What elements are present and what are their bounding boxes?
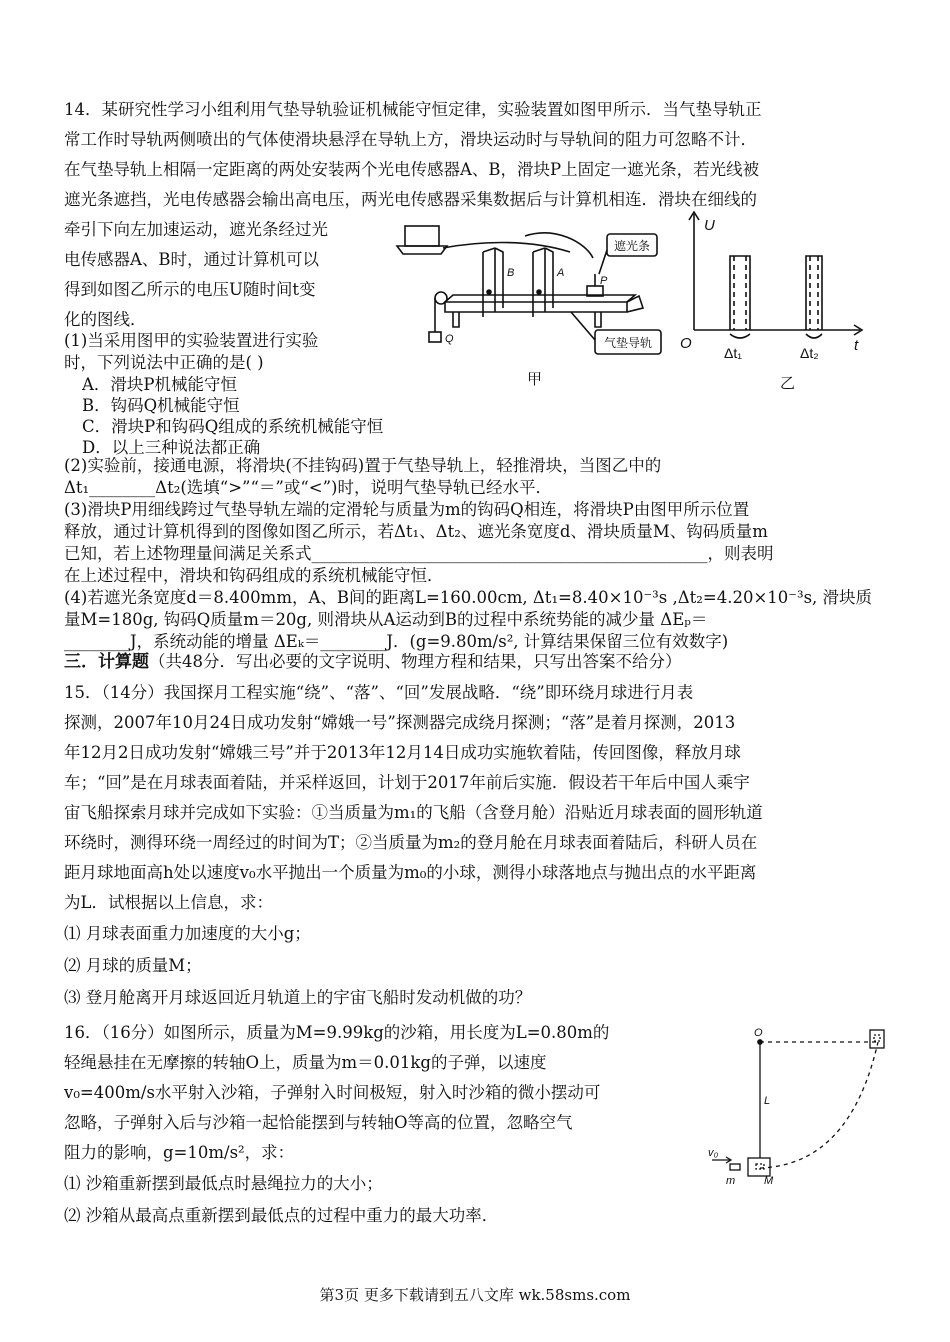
label-v0: v₀	[708, 1147, 719, 1159]
label-shield: 遮光条	[613, 239, 651, 253]
swing-arc	[760, 1042, 878, 1168]
bullet	[730, 1164, 740, 1170]
sensor-b-frame	[483, 248, 503, 317]
q14-part4-line: 量M=180g, 钩码Q质量m＝20g, 则滑块从A运动到B的过程中系统势能的减少量 ΔEₚ＝	[64, 610, 708, 629]
caption-jia: 甲	[527, 371, 543, 388]
label-o: O	[754, 1027, 763, 1039]
q14-part3-line: (3)滑块P用细线跨过气垫导轨左端的定滑轮与质量为m的钩码Q相连，将滑块P由图甲所示位置	[64, 500, 750, 519]
rail-end	[627, 296, 643, 312]
q14-part1-line: (1)当采用图甲的实验装置进行实验	[64, 331, 319, 350]
label-q: Q	[445, 333, 454, 345]
q16-sub: ⑴ 沙箱重新摆到最低点时悬绳拉力的大小；	[64, 1174, 383, 1193]
q15-line: 环绕时，测得环绕一周经过的时间为T；②当质量为m₂的登月舱在月球表面着陆后，科研人员在	[64, 833, 758, 852]
q14-side-text	[64, 215, 394, 335]
q16-line: 忽略，子弹射入后与沙箱一起恰能摆到与转轴O等高的位置，忽略空气	[64, 1113, 573, 1132]
q15-line: 距月球地面高h处以速度v₀水平抛出一个质量为m₀的小球，测得小球落地点与抛出点的水平距离	[64, 863, 757, 882]
q14-part1	[64, 330, 404, 458]
rail-top	[445, 295, 635, 302]
q14-intro-line: 14．某研究性学习小组利用气垫导轨验证机械能守恒定律，实验装置如图甲所示．当气垫导轨正	[64, 100, 762, 119]
label-big-m: M	[764, 1175, 774, 1187]
q14-part4	[64, 587, 888, 653]
caption-yi: 乙	[780, 375, 796, 392]
q15-line: 探测，2007年10月24日成功发射“嫦娥一号”探测器完成绕月探测；“落”是着月探测，2013	[64, 713, 736, 732]
q14-part3-line: 已知，若上述物理量间满足关系式________________________________________________，则表明	[64, 544, 774, 563]
q14-intro	[64, 95, 888, 215]
q15	[64, 678, 888, 1014]
sand-box-top-inner	[874, 1035, 880, 1041]
label-p: P	[600, 275, 608, 287]
q15-line: 车；“回”是在月球表面着陆，并采样返回，计划于2017年前后实施．假设若干年后中国人乘宇	[64, 773, 750, 792]
option-d: D．以上三种说法都正确	[82, 438, 261, 457]
q15-sub: ⑵ 月球的质量M；	[64, 956, 202, 975]
dt1-label: Δt₁	[724, 345, 742, 361]
q15-line: 为L．试根据以上信息，求：	[64, 893, 273, 912]
option-a: A．滑块P机械能守恒	[82, 375, 238, 394]
sand-box	[748, 1158, 770, 1176]
interval-braces	[730, 334, 822, 338]
q16	[64, 1018, 694, 1232]
q14-side-line: 牵引下向左加速运动，遮光条经过光	[64, 220, 328, 239]
q14-side-line: 得到如图乙所示的电压U随时间t变	[64, 280, 316, 299]
leader-shield	[599, 250, 607, 274]
q14-part3-line: 在上述过程中，滑块和钩码组成的系统机械能守恒．	[64, 566, 444, 585]
figure-yi	[680, 206, 870, 396]
rail-stands	[453, 312, 601, 327]
q14-part2-line: Δt₁________Δt₂(选填“>”“＝”或“<”)时，说明气垫导轨已经水平．	[64, 478, 552, 497]
q14-side-line: 化的图线．	[64, 310, 147, 329]
q16-line: 16．（16分）如图所示，质量为M=9.99kg的沙箱，用长度为L=0.80m的	[64, 1023, 610, 1042]
q14-part2-line: (2)实验前，接通电源，将滑块(不挂钩码)置于气垫导轨上，轻推滑块，当图乙中的	[64, 456, 662, 475]
figure-jia	[395, 212, 675, 392]
q14-part2	[64, 455, 888, 499]
axis-t-label: t	[854, 337, 859, 354]
q14-part4-line: ________J，系统动能的增量 ΔEₖ＝________J．(g=9.80m/s², 计算结果保留三位有效数字)	[64, 632, 729, 651]
section3-title: 三．计算题	[64, 652, 149, 672]
q16-line: v₀=400m/s水平射入沙箱，子弹射入时间极短，射入时沙箱的微小摆动可	[64, 1083, 601, 1102]
figure-q16	[700, 1020, 900, 1190]
pulley	[435, 292, 447, 304]
label-l: L	[764, 1095, 771, 1107]
label-m: m	[726, 1175, 736, 1187]
section3-header	[64, 647, 888, 677]
q15-sub: ⑶ 登月舱离开月球返回近月轨道上的宇宙飞船时发动机做的功？	[64, 988, 532, 1007]
q16-line: 轻绳悬挂在无摩擦的转轴O上，质量为m＝0.01kg的子弹，以速度	[64, 1053, 547, 1072]
leader-rail	[571, 312, 595, 340]
q14-side-line: 电传感器A、B时，通过计算机可以	[64, 250, 320, 269]
q14-part4-line: (4)若遮光条宽度d＝8.400mm，A、B间的距离L=160.00cm, Δt₁=8.40×10⁻³s ,Δt₂=4.20×10⁻³s, 滑块质	[64, 588, 873, 607]
q14-part1-line: 时，下列说法中正确的是( )	[64, 353, 264, 372]
page-footer: 第3页 更多下载请到五八文库 wk.58sms.com	[319, 1286, 631, 1304]
q15-sub: ⑴ 月球表面重力加速度的大小g；	[64, 924, 311, 943]
q14-part3	[64, 499, 888, 587]
q16-line: 阻力的影响，g=10m/s²，求：	[64, 1143, 295, 1162]
rail-front	[445, 302, 627, 312]
q15-line: 15．（14分）我国探月工程实施“绕”、“落”、“回”发展战略．“绕”即环绕月球进行月表	[64, 683, 694, 702]
label-a: A	[557, 267, 565, 279]
label-b: B	[507, 267, 515, 279]
q15-line: 宙飞船探索月球并完成如下实验：①当质量为m₁的飞船（含登月舱）沿贴近月球表面的圆形轨道	[64, 803, 763, 822]
q15-line: 年12月2日成功发射“嫦娥三号”并于2013年12月14日成功实施软着陆，传回图像，释放月球	[64, 743, 741, 762]
cable-b	[525, 233, 593, 258]
q14-intro-line: 在气垫导轨上相隔一定距离的两处安装两个光电传感器A、B，滑块P上固定一遮光条，若光线被	[64, 160, 760, 179]
sensor-b-dot	[487, 290, 491, 294]
section3-note: （共48分．写出必要的文字说明、物理方程和结果，只写出答案不给分）	[149, 652, 682, 671]
q14-intro-line: 常工作时导轨两侧喷出的气体使滑块悬浮在导轨上方，滑块运动时与导轨间的阻力可忽略不计．	[64, 130, 757, 149]
q14-intro-line: 遮光条遮挡，光电传感器会输出高电压，两光电传感器采集数据后与计算机相连．滑块在细线的	[64, 190, 757, 209]
origin-label: O	[680, 335, 692, 352]
q14-part3-line: 释放，通过计算机得到的图像如图乙所示，若Δt₁、Δt₂、遮光条宽度d、滑块质量M、钩码质量m	[64, 522, 768, 541]
pulse-1	[730, 256, 750, 330]
q16-sub: ⑵ 沙箱从最高点重新摆到最低点的过程中重力的最大功率．	[64, 1206, 499, 1225]
hook-mass-q	[429, 332, 441, 342]
axis-u-label: U	[704, 217, 715, 234]
option-c: C．滑块P和钩码Q组成的系统机械能守恒	[82, 417, 384, 436]
sensor-a-dot	[537, 290, 541, 294]
dt2-label: Δt₂	[800, 345, 819, 361]
sensor-a-frame	[533, 248, 553, 317]
label-rail: 气垫导轨	[603, 336, 653, 350]
laptop-base	[397, 246, 447, 254]
pulse-2	[806, 256, 822, 330]
option-b: B．钩码Q机械能守恒	[82, 396, 240, 415]
laptop-screen	[405, 226, 439, 246]
